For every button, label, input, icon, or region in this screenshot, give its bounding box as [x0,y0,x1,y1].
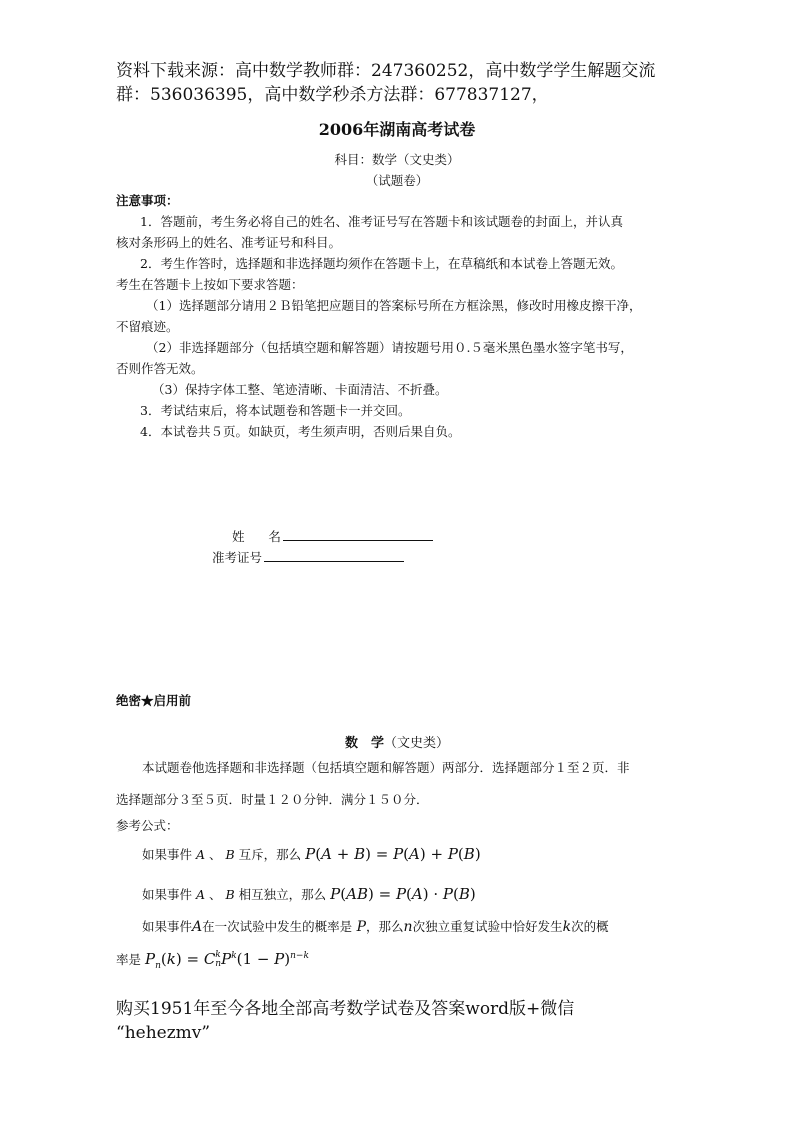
notice-line: （1）选择题部分请用２Ｂ铅笔把应题目的答案标号所在方框涂黑，修改时用橡皮擦干净， [146,298,642,313]
name-field [232,526,433,547]
exam-id-field [212,547,404,568]
footer-line-1: 购买1951年至今各地全部高考数学试卷及答案word版+微信 [116,999,575,1019]
formula-text: 在一次试验中发生的概率是 [202,919,353,934]
formula-text: 相互独立，那么 [238,887,327,902]
notice-line: 4．本试卷共５页。如缺页，考生须声明，否则后果自负。 [140,424,461,439]
notice-line: 考生在答题卡上按如下要求答题： [116,277,304,292]
formula-binomial-line-1: 如果事件A在一次试验中发生的概率是 P，那么n次独立重复试验中恰好发生k次的概 [142,919,609,935]
intro-line-1: 本试题卷他选择题和非选择题（包括填空题和解答题）两部分．选择题部分１至２页．非 [142,760,630,775]
name-label: 姓 名 [232,529,281,544]
notice-line: 2．考生作答时，选择题和非选择题均须作在答题卡上，在草稿纸和本试卷上答题无效。 [140,256,623,271]
formula-exclusive: 如果事件 A 、 B 互斥，那么 P(A + B) = P(A) + P(B) [142,845,481,863]
notice-line: 1．答题前，考生务必将自己的姓名、准考证号写在答题卡和该试题卷的封面上，并认真 [140,214,623,229]
formula-text: 互斥，那么 [238,847,302,862]
formula-text: ，那么 [366,919,404,934]
formula-heading: 参考公式： [116,818,179,833]
exam-title-suffix: （文史类） [384,736,450,751]
exam-id-blank [264,548,404,562]
intro-line-2: 选择题部分３至５页．时量１２０分钟．满分１５０分． [116,792,429,807]
formula-text: 如果事件 [142,919,193,934]
notice-line: （3）保持字体工整、笔迹清晰、卡面清洁、不折叠。 [152,382,448,397]
formula-text: 次独立重复试验中恰好发生 [412,919,563,934]
formula-independent: 如果事件 A 、 B 相互独立，那么 P(AB) = P(A) · P(B) [142,885,476,903]
exam-title [0,732,794,751]
subject-line: 科目：数学（文史类） [334,152,460,167]
page-title: 2006年湖南高考试卷 [318,120,476,139]
paper-type-line: （试题卷） [365,173,429,188]
header-line-2: 群：536036395，高中数学秒杀方法群：677837127， [116,85,549,105]
header-line-1: 资料下载来源：高中数学教师群：247360252，高中数学学生解题交流 [116,61,656,81]
exam-id-label: 准考证号 [212,550,263,565]
footer-line-2: “hehezmv” [116,1023,211,1043]
secret-mark: 绝密★启用前 [116,693,192,708]
notice-line: （2）非选择题部分（包括填空题和解答题）请按题号用０.５毫米黑色墨水签字笔书写， [146,340,633,355]
formula-text: 如果事件 [142,887,193,902]
exam-title-main: 数 学 [344,736,384,751]
notice-line: 不留痕迹。 [116,319,179,334]
notice-heading: 注意事项： [116,193,179,208]
name-blank [283,527,433,541]
formula-text: 率是 [116,952,142,967]
notice-line: 3．考试结束后，将本试题卷和答题卡一并交回。 [140,403,411,418]
notice-line: 否则作答无效。 [116,361,204,376]
formula-binomial-line-2: 率是 $P_n(k) = Ck$ $nP^k(1 - P)^{n-k}$ [116,950,309,971]
notice-line: 核对条形码上的姓名、准考证号和科目。 [116,235,342,250]
formula-text: 次的概 [571,919,609,934]
formula-text: 如果事件 [142,847,193,862]
